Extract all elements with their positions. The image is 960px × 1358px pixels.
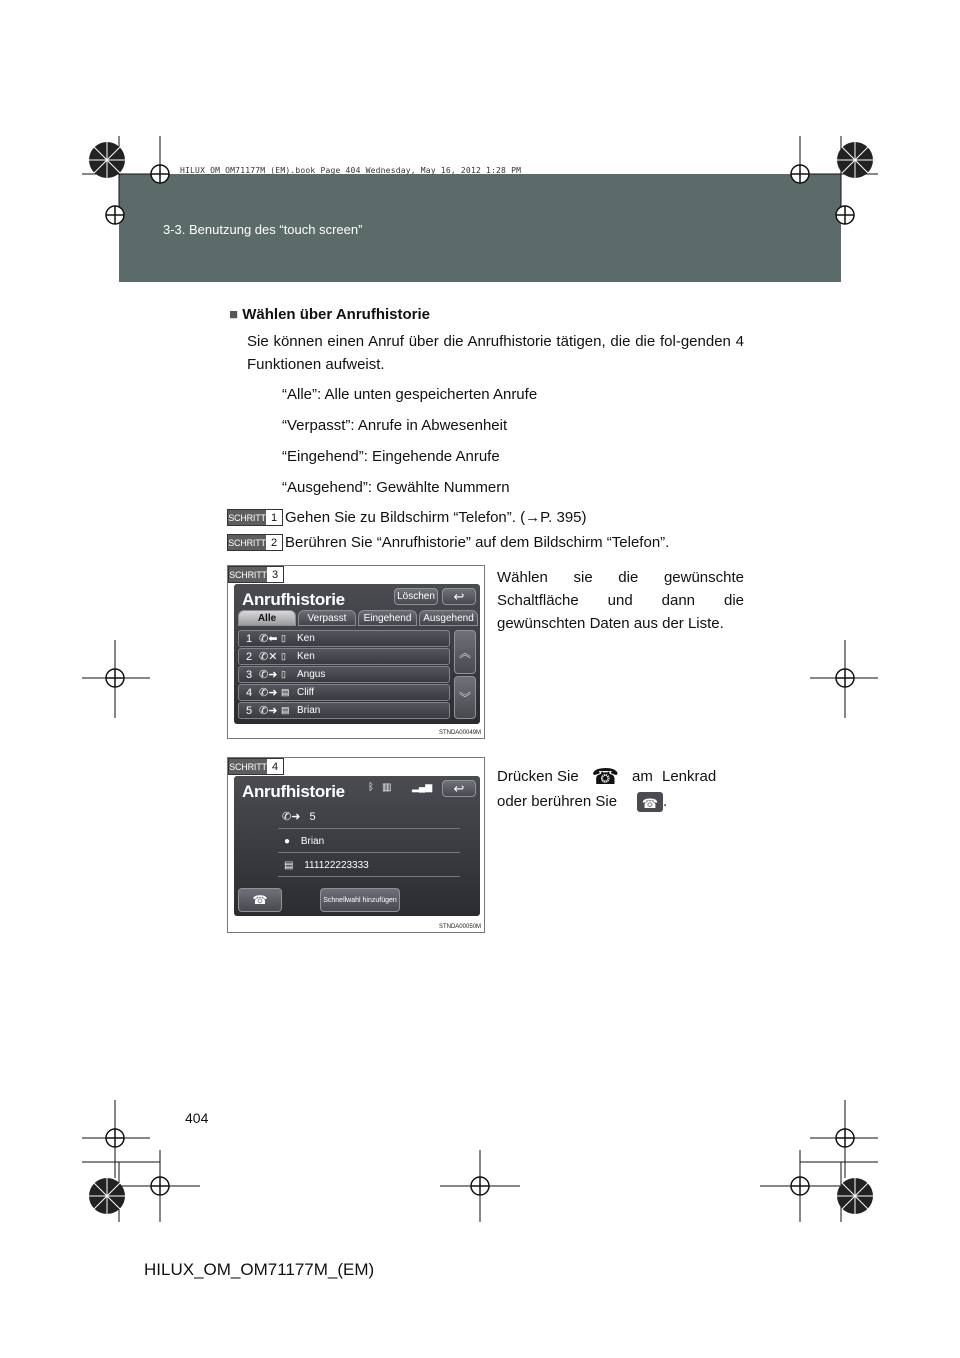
signal-icon: ▂▄▆ bbox=[412, 782, 433, 792]
outgoing-call-icon: ✆➜ bbox=[282, 811, 301, 823]
row-index: 3 bbox=[245, 668, 253, 681]
tab-all[interactable]: Alle bbox=[238, 610, 296, 626]
figure-step-3 bbox=[227, 565, 485, 739]
heading-marker: ■ bbox=[229, 306, 239, 323]
list-item[interactable] bbox=[238, 702, 450, 719]
function-item-missed: “Verpasst”: Anrufe in Abwesenheit bbox=[282, 417, 508, 434]
phone-number: 111122223333 bbox=[304, 860, 369, 871]
step-label-2 bbox=[227, 534, 283, 551]
call-count-row bbox=[282, 810, 316, 823]
function-item-incoming: “Eingehend”: Eingehende Anrufe bbox=[282, 448, 500, 465]
step-label-1 bbox=[227, 509, 283, 526]
document-code: HILUX_OM_OM71177M_(EM) bbox=[144, 1260, 375, 1279]
mobile-icon: ▯ bbox=[281, 669, 286, 679]
step-number: 2 bbox=[266, 535, 282, 550]
step-4-text-end: . bbox=[663, 793, 668, 810]
row-index: 2 bbox=[245, 650, 253, 663]
back-arrow-icon: ↩ bbox=[453, 780, 465, 796]
step-2-text: Berühren Sie “Anrufhistorie” auf dem Bildschirm “Telefon”. bbox=[285, 534, 670, 551]
step-number: 1 bbox=[266, 510, 282, 525]
double-chevron-down-icon: ︾ bbox=[458, 691, 471, 705]
battery-icon: ▥ bbox=[382, 782, 392, 793]
heading-text: Wählen über Anrufhistorie bbox=[242, 306, 431, 323]
row-index: 4 bbox=[245, 686, 253, 699]
step-4-text-before: Drücken Sie bbox=[497, 768, 579, 785]
intro-paragraph: Sie können einen Anruf über die Anrufhistorie tätigen, die die fol-genden 4 Funktionen aufweist. bbox=[247, 333, 744, 373]
row-index: 1 bbox=[245, 632, 253, 645]
incoming-call-icon: ✆⬅ bbox=[259, 633, 278, 645]
step-label-3 bbox=[228, 566, 284, 583]
list-item[interactable] bbox=[238, 630, 450, 647]
divider bbox=[278, 876, 460, 877]
tab-incoming[interactable]: Eingehend bbox=[358, 610, 417, 626]
step-number: 3 bbox=[267, 567, 283, 582]
function-item-outgoing: “Ausgehend”: Gewählte Nummern bbox=[282, 479, 510, 496]
call-button[interactable] bbox=[238, 888, 282, 912]
back-button[interactable] bbox=[442, 588, 476, 605]
list-item[interactable] bbox=[238, 666, 450, 683]
row-name: Cliff bbox=[297, 687, 315, 698]
step-4-text bbox=[497, 762, 744, 792]
phone-book-icon: ▤ bbox=[284, 860, 294, 871]
figure-code: STNDA00050M bbox=[438, 924, 481, 930]
row-name: Brian bbox=[297, 705, 321, 716]
double-chevron-up-icon: ︽ bbox=[458, 645, 471, 660]
figure-code: STNDA00049M bbox=[438, 730, 481, 736]
phone-book-icon: ▤ bbox=[281, 687, 290, 697]
scroll-up-button[interactable] bbox=[454, 630, 476, 674]
step-4-text-mid: am Lenkrad bbox=[631, 768, 717, 785]
row-index: 5 bbox=[245, 704, 253, 717]
section-heading bbox=[229, 306, 430, 323]
row-name: Ken bbox=[297, 651, 315, 662]
screen-call-icon: ☎ bbox=[637, 792, 663, 812]
call-count: 5 bbox=[309, 811, 316, 823]
step-3-text: Wählen sie die gewünschte Schaltfläche und dann die gewünschten Daten aus der Liste. bbox=[497, 569, 744, 632]
list-item[interactable] bbox=[238, 648, 450, 665]
mobile-icon: ▯ bbox=[281, 633, 286, 643]
function-item-all: “Alle”: Alle unten gespeicherten Anrufe bbox=[282, 386, 538, 403]
row-name: Ken bbox=[297, 633, 315, 644]
mobile-icon: ▯ bbox=[281, 651, 286, 661]
step-label-4 bbox=[228, 758, 284, 775]
step-4-text-mid-rest: oder berühren Sie bbox=[497, 793, 618, 810]
step-word: SCHRITT bbox=[228, 510, 266, 525]
steering-phone-icon: ☎ bbox=[591, 764, 620, 789]
phone-handset-icon: ☎ bbox=[252, 893, 268, 907]
scroll-down-button[interactable] bbox=[454, 676, 476, 719]
outgoing-call-icon: ✆➜ bbox=[259, 705, 278, 717]
contact-name: Brian bbox=[300, 836, 325, 847]
screen-title: Anrufhistorie bbox=[242, 590, 345, 609]
person-icon: ● bbox=[284, 836, 291, 847]
outgoing-call-icon: ✆➜ bbox=[259, 669, 278, 681]
figure-step-4 bbox=[227, 757, 485, 933]
tab-outgoing[interactable]: Ausgehend bbox=[419, 610, 478, 626]
missed-call-icon: ✆✕ bbox=[259, 651, 278, 663]
step-4-text-line2 bbox=[497, 790, 667, 814]
step-number: 4 bbox=[267, 759, 283, 774]
back-arrow-icon: ↩ bbox=[453, 588, 465, 604]
bluetooth-icon: ᛒ bbox=[368, 782, 374, 793]
list-item[interactable] bbox=[238, 684, 450, 701]
divider bbox=[278, 852, 460, 853]
step-1-text: Gehen Sie zu Bildschirm “Telefon”. (→P. 395) bbox=[285, 509, 587, 526]
screen-title: Anrufhistorie bbox=[242, 782, 345, 801]
contact-row bbox=[284, 836, 324, 847]
section-title: 3-3. Benutzung des “touch screen” bbox=[163, 222, 363, 237]
step-word: SCHRITT bbox=[228, 535, 266, 550]
step-word: SCHRITT bbox=[229, 759, 267, 774]
row-name: Angus bbox=[297, 669, 326, 680]
add-speed-dial-button[interactable]: Schnellwahl hinzufügen bbox=[320, 888, 400, 912]
file-stamp: HILUX_OM_OM71177M_(EM).book Page 404 Wednesday, May 16, 2012 1:28 PM bbox=[180, 166, 522, 175]
outgoing-call-icon: ✆➜ bbox=[259, 687, 278, 699]
page-number: 404 bbox=[185, 1110, 209, 1126]
back-button[interactable] bbox=[442, 780, 476, 797]
divider bbox=[278, 828, 460, 829]
phone-book-icon: ▤ bbox=[281, 705, 290, 715]
step-word: SCHRITT bbox=[229, 567, 267, 582]
tab-missed[interactable]: Verpasst bbox=[298, 610, 356, 626]
number-row bbox=[284, 860, 369, 871]
delete-button[interactable]: Löschen bbox=[394, 588, 438, 605]
call-history-screen bbox=[234, 584, 480, 724]
call-detail-screen bbox=[234, 776, 480, 916]
